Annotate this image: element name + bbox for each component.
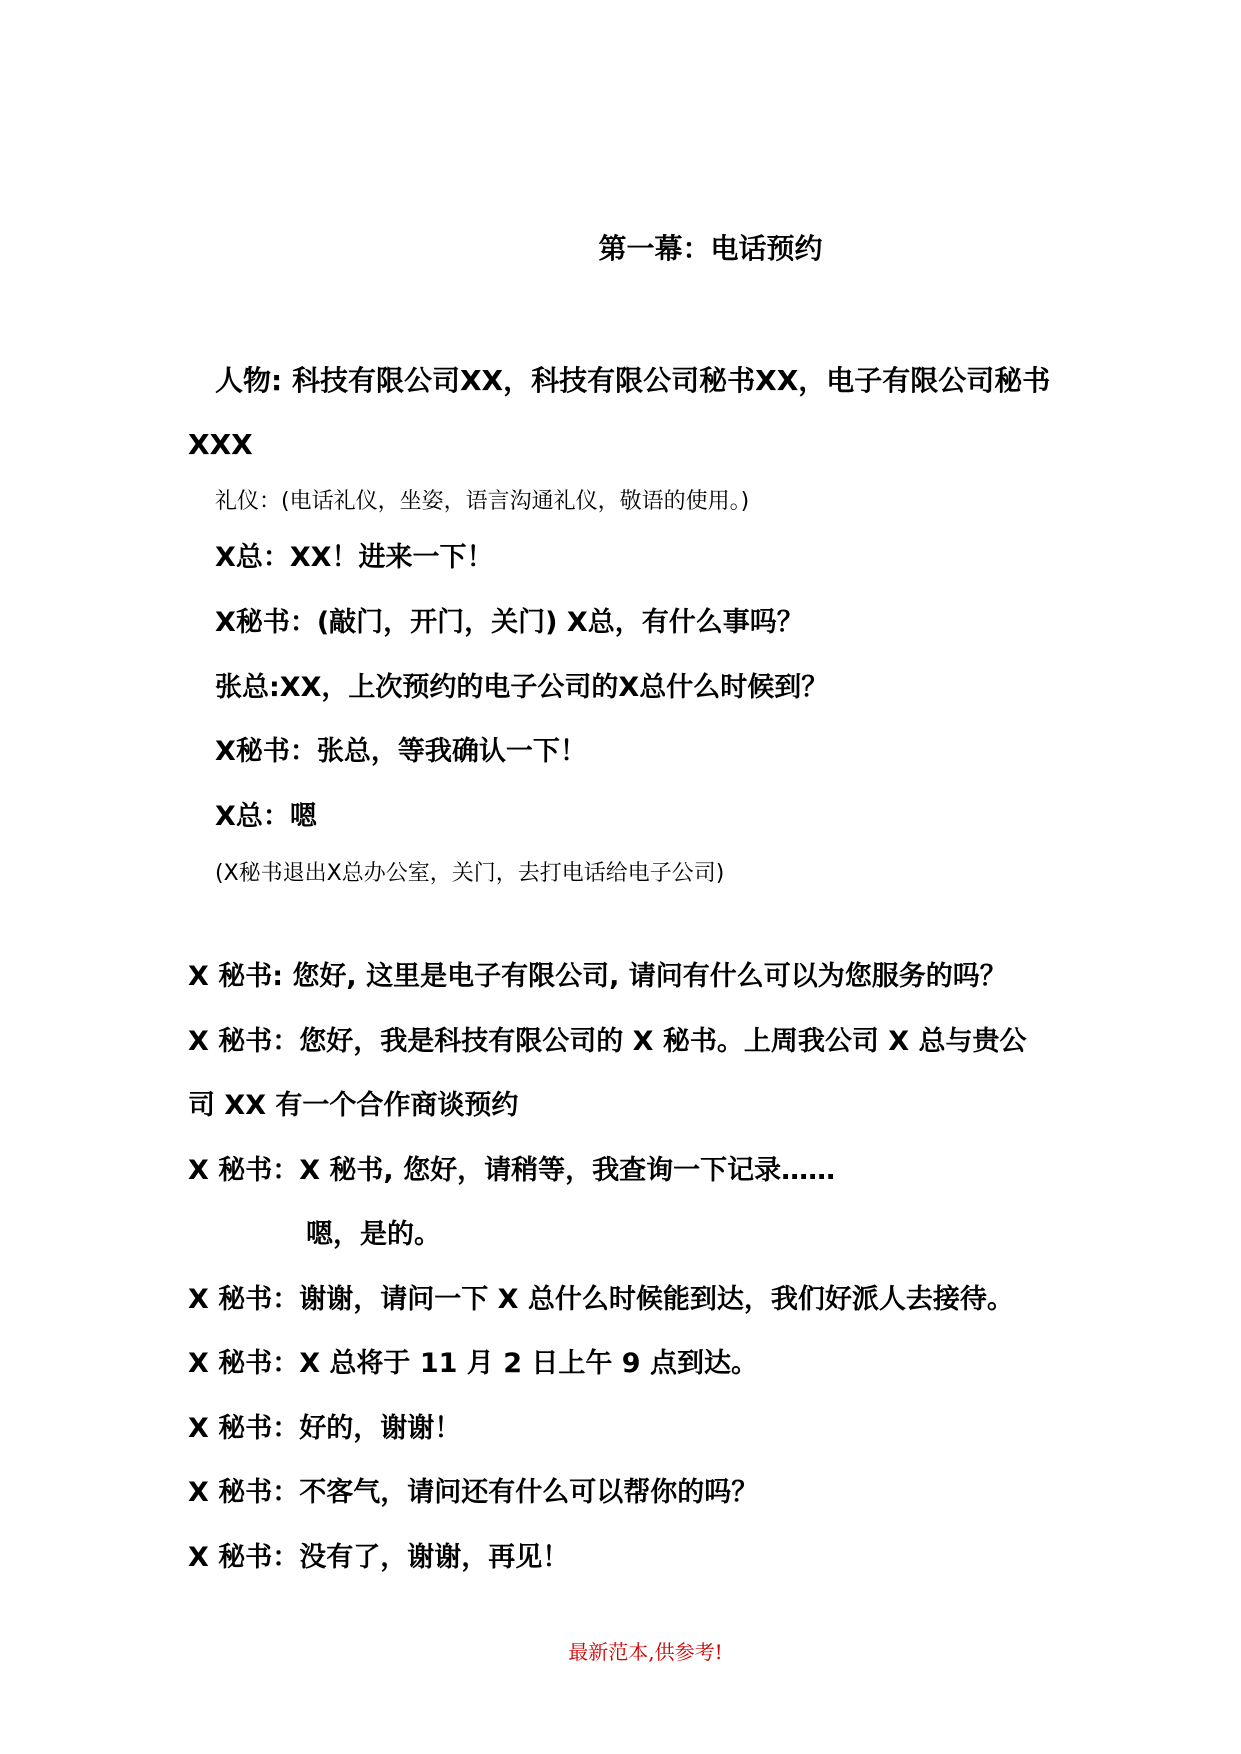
etiquette-note: 礼仪：(电话礼仪，坐姿，语言沟通礼仪，敬语的使用。) — [215, 489, 750, 514]
dialogue-line: 嗯，是的。 — [306, 1219, 441, 1250]
dialogue-line: X 秘书：X 秘书, 您好，请稍等，我查询一下记录…… — [188, 1155, 836, 1186]
dialogue-line: X 秘书：好的，谢谢！ — [188, 1413, 462, 1444]
characters-line-2: XXX — [188, 428, 253, 461]
dialogue-line: X 秘书: 您好, 这里是电子有限公司, 请问有什么可以为您服务的吗？ — [188, 961, 1007, 992]
scene-line: X秘书：(敲门，开门，关门) X总，有什么事吗？ — [215, 607, 804, 638]
footer-note: 最新范本,供参考! — [568, 1640, 723, 1664]
scene-line: X秘书：张总，等我确认一下！ — [215, 736, 587, 767]
dialogue-line: X 秘书：谢谢，请问一下 X 总什么时候能到达，我们好派人去接待。 — [188, 1284, 1014, 1315]
scene-line: 张总:XX，上次预约的电子公司的X总什么时候到？ — [215, 672, 829, 703]
dialogue-line: X 秘书：没有了，谢谢，再见！ — [188, 1542, 570, 1573]
characters-line-1: 人物: 科技有限公司XX，科技有限公司秘书XX，电子有限公司秘书 — [215, 364, 1051, 397]
dialogue-line: X 秘书：X 总将于 11 月 2 日上午 9 点到达。 — [188, 1348, 758, 1379]
dialogue-line: 司 XX 有一个合作商谈预约 — [188, 1090, 519, 1121]
stage-direction: (X秘书退出X总办公室，关门，去打电话给电子公司) — [215, 861, 725, 886]
page-title: 第一幕：电话预约 — [598, 232, 823, 265]
dialogue-line: X 秘书：不客气，请问还有什么可以帮你的吗？ — [188, 1477, 759, 1508]
scene-line: X总：XX！进来一下！ — [215, 542, 494, 573]
dialogue-line: X 秘书：您好，我是科技有限公司的 X 秘书。上周我公司 X 总与贵公 — [188, 1026, 1027, 1057]
scene-line: X总：嗯 — [215, 801, 317, 832]
